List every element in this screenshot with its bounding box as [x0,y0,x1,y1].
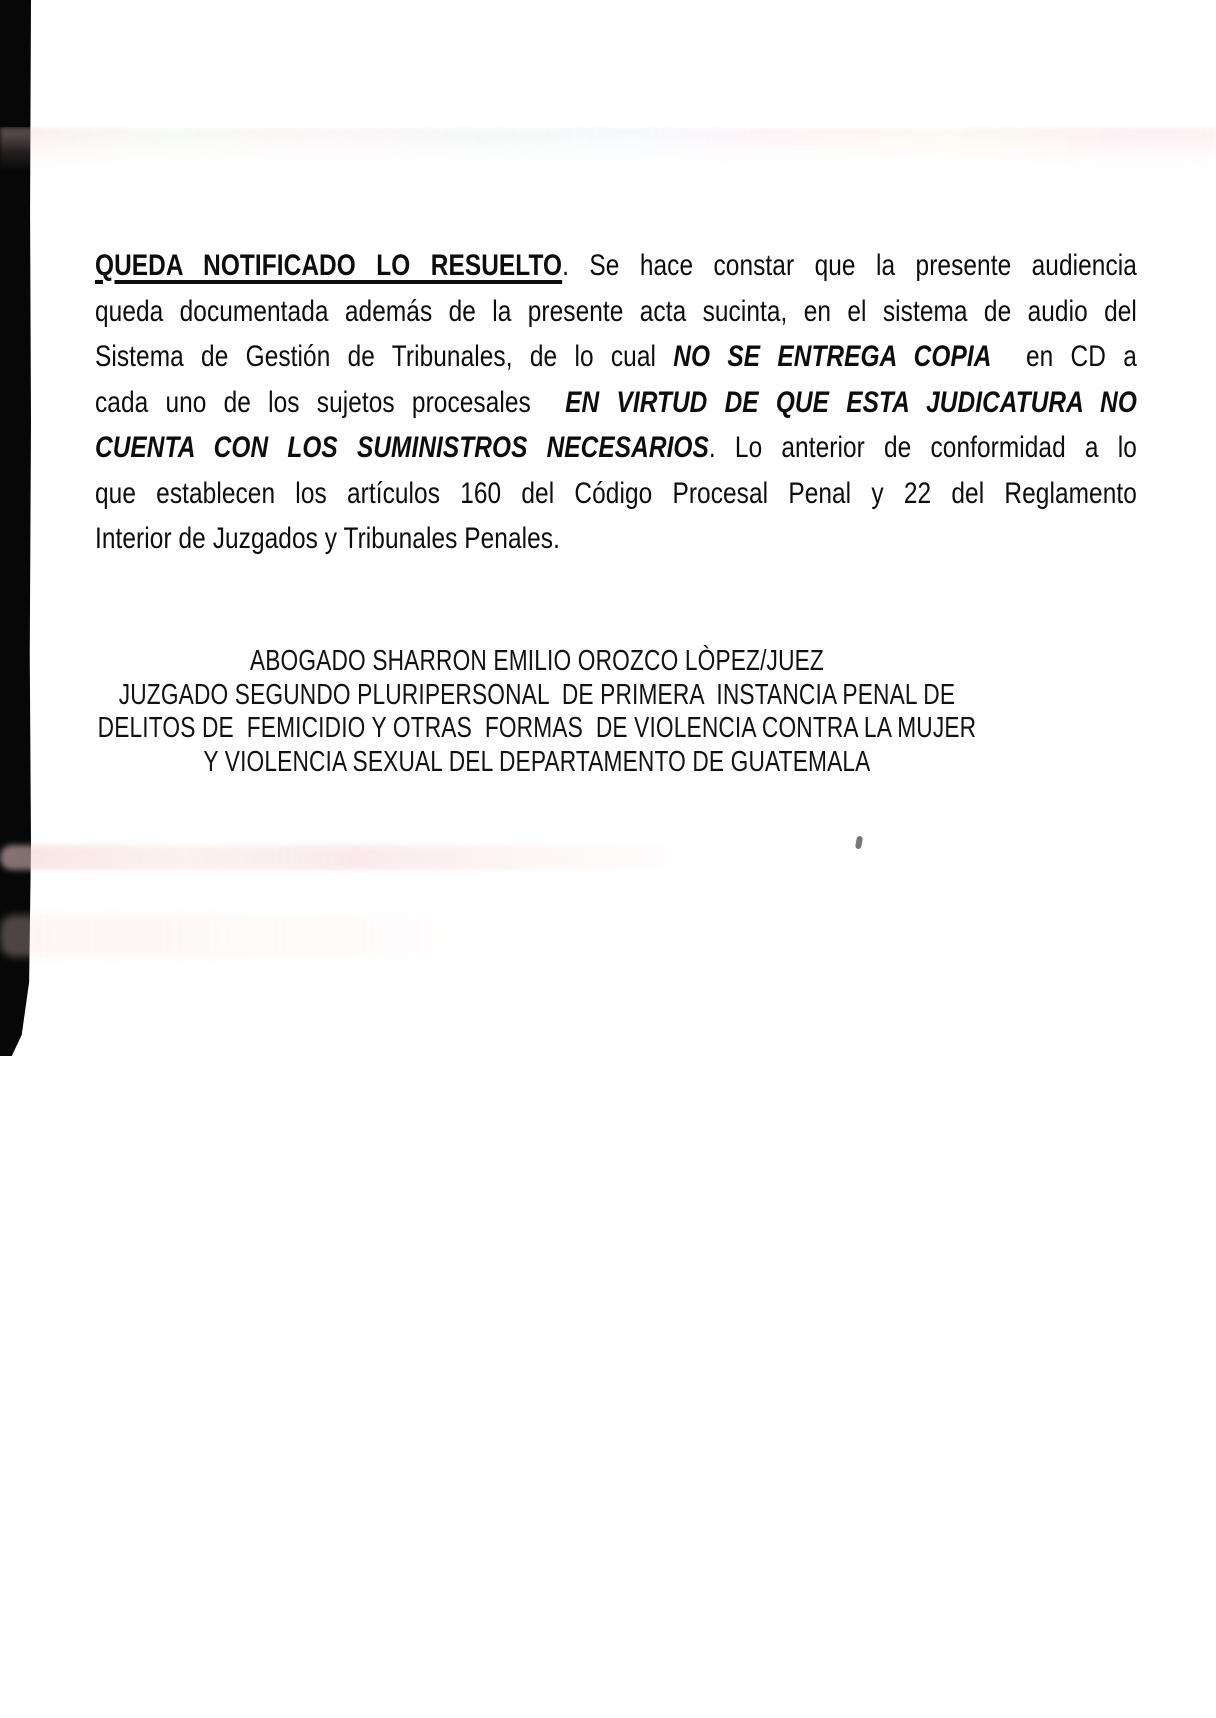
text-segment-emphasis: CUENTA CON LOS SUMINISTROS NECESARIOS [95,431,709,464]
paragraph-line [95,334,1137,380]
text-segment-heading: QUEDA NOTIFICADO LO RESUELTO [95,249,563,282]
text-segment: cada uno de los sujetos procesales [95,385,566,419]
paragraph-line [95,516,1137,562]
scan-noise-band-middle-secondary [0,915,540,957]
text-segment: que establecen los artículos 160 del Código Procesal Penal y 22 del Reglamento [95,476,1137,510]
paragraph-line [95,243,1137,289]
paragraph-line [95,289,1137,335]
paragraph-line [95,425,1137,471]
text-segment: Sistema de Gestión de Tribunales, de lo cual [95,340,674,373]
judge-signature-block [28,645,1046,779]
signature-line-judge-name: ABOGADO SHARRON EMILIO OROZCO LÒPEZ/JUEZ [249,645,824,677]
text-segment: . Lo anterior de conformidad a lo [708,431,1137,464]
text-segment: queda documentada además de la presente acta sucinta, en el sistema de audio del [95,294,1137,328]
paragraph-line [95,471,1137,517]
paragraph-line [95,380,1137,426]
text-segment-emphasis: NO SE ENTREGA COPIA [673,340,992,373]
signature-line-court-2: DELITOS DE FEMICIDIO Y OTRAS FORMAS DE VIOLENCIA CONTRA LA MUJER [97,712,977,744]
text-segment: Interior de Juzgados y Tribunales Penales. [95,522,560,555]
signature-line-court-3: Y VIOLENCIA SEXUAL DEL DEPARTAMENTO DE GUATEMALA [203,745,871,778]
scan-noise-band-top [0,127,1216,173]
text-segment-emphasis: EN VIRTUD DE QUE ESTA JUDICATURA NO [565,385,1137,419]
text-segment: . Se hace constar que la presente audiencia [562,249,1137,282]
notification-paragraph [95,243,1137,562]
text-segment: en CD a [991,340,1137,373]
ink-speck [855,836,863,850]
signature-line-court-1: JUZGADO SEGUNDO PLURIPERSONAL DE PRIMERA INSTANCIA PENAL DE [118,678,956,711]
scan-noise-band-middle [0,845,715,870]
